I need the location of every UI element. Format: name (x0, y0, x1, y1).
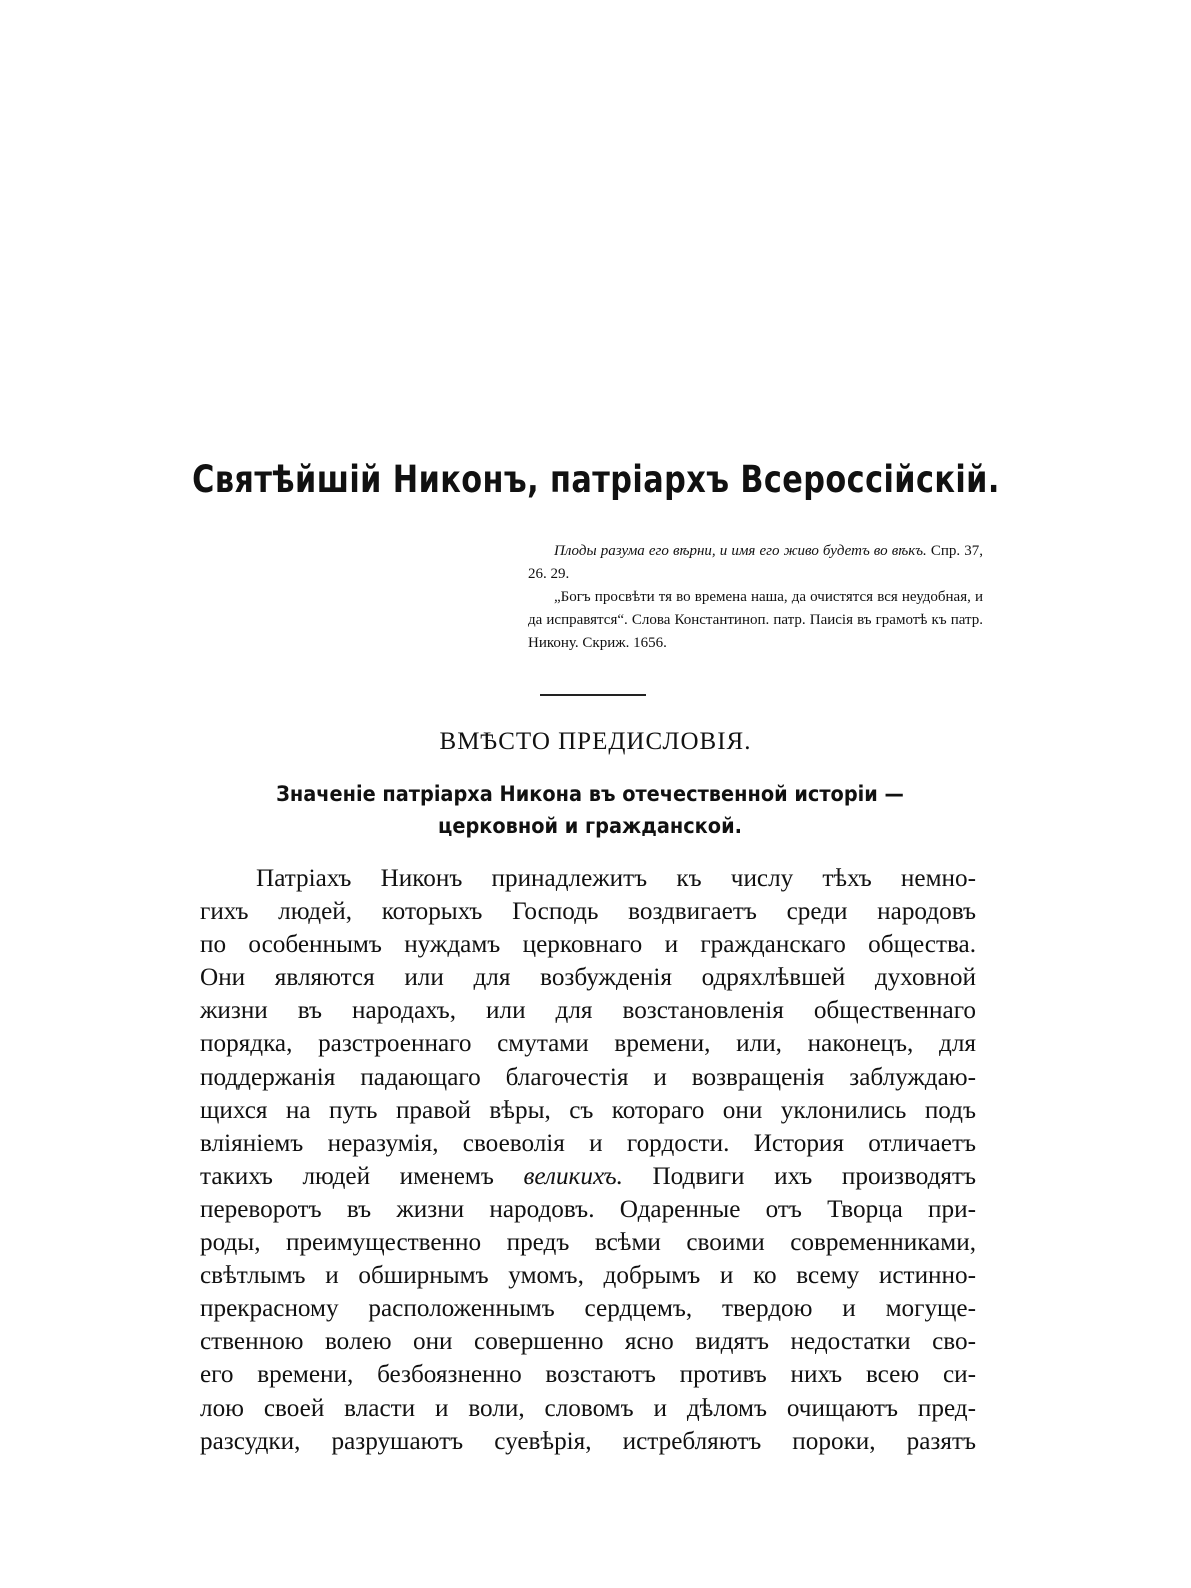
main-paragraph (200, 862, 976, 1458)
epigraph-2-quote: „Богъ просвѣти тя во времена наша, да очистятся вся неудобная, и да исправятся“. (528, 589, 983, 628)
paragraph-line: такихъ людей именемъ великихъ. Подвиги ихъ производятъ (200, 1162, 977, 1190)
epigraph-2-source: Слова Константиноп. патр. Паисія въ грамотѣ къ патр. Никону. Скриж. 1656. (528, 612, 983, 651)
paragraph-line: ственною волею они совершенно ясно видятъ недостатки сво- (200, 1328, 976, 1356)
paragraph-line: поддержанія падающаго благочестія и возвращенія заблуждаю- (200, 1063, 976, 1091)
paragraph-line: лою своей власти и воли, словомъ и дѣломъ очищаютъ пред- (200, 1394, 976, 1422)
epigraph-divider (540, 694, 646, 696)
paragraph-line: роды, преимущественно предъ всѣми своими современниками, (200, 1229, 976, 1257)
paragraph-line: жизни въ народахъ, или для возстановленія общественнаго (200, 997, 976, 1025)
section-subheading: Значеніе патріарха Никона въ отечественной исторіи — церковной и гражданской. (276, 782, 904, 838)
paragraph-line: прекрасному расположеннымъ сердцемъ, твердою и могуще- (200, 1295, 976, 1323)
paragraph-line: вліяніемъ неразумія, своеволія и гордости. История отличаетъ (200, 1129, 976, 1157)
section-heading: ВМѢСТО ПРЕДИСЛОВІЯ. (439, 728, 752, 755)
page-title: Святѣйшій Никонъ, патріархъ Всероссійскій. (192, 458, 1000, 501)
paragraph-line: его времени, безбоязненно возстаютъ противъ нихъ всею си- (200, 1361, 976, 1389)
paragraph-line: гихъ людей, которыхъ Господь воздвигаетъ среди народовъ (200, 898, 976, 926)
paragraph-line: Они являются или для возбужденія одряхлѣвшей духовной (200, 964, 976, 992)
paragraph-line: переворотъ въ жизни народовъ. Одаренные отъ Творца при- (200, 1195, 976, 1223)
paragraph-line: по особеннымъ нуждамъ церковнаго и гражданскаго общества. (200, 931, 976, 959)
paragraph-line: щихся на путь правой вѣры, съ котораго они уклонились подъ (200, 1096, 976, 1124)
epigraph-1-source: Спр. 37, 26. 29. (528, 543, 983, 582)
paragraph-line: свѣтлымъ и обширнымъ умомъ, добрымъ и ко всему истинно- (200, 1262, 976, 1290)
paragraph-line: Патріахъ Никонъ принадлежитъ къ числу тѣхъ немно- (256, 865, 976, 892)
paragraph-line: порядка, разстроеннаго смутами времени, или, наконецъ, для (200, 1030, 976, 1058)
epigraph-1 (528, 540, 983, 586)
epigraph-block (528, 540, 983, 655)
epigraph-2 (528, 586, 983, 655)
emphasis-word: великихъ. (523, 1162, 623, 1190)
paragraph-line: разсудки, разрушаютъ суевѣрія, истребляютъ пороки, разятъ (200, 1427, 976, 1455)
epigraph-1-quote: Плоды разума его вѣрни, и имя его живо будетъ во вѣкъ. (554, 543, 927, 559)
